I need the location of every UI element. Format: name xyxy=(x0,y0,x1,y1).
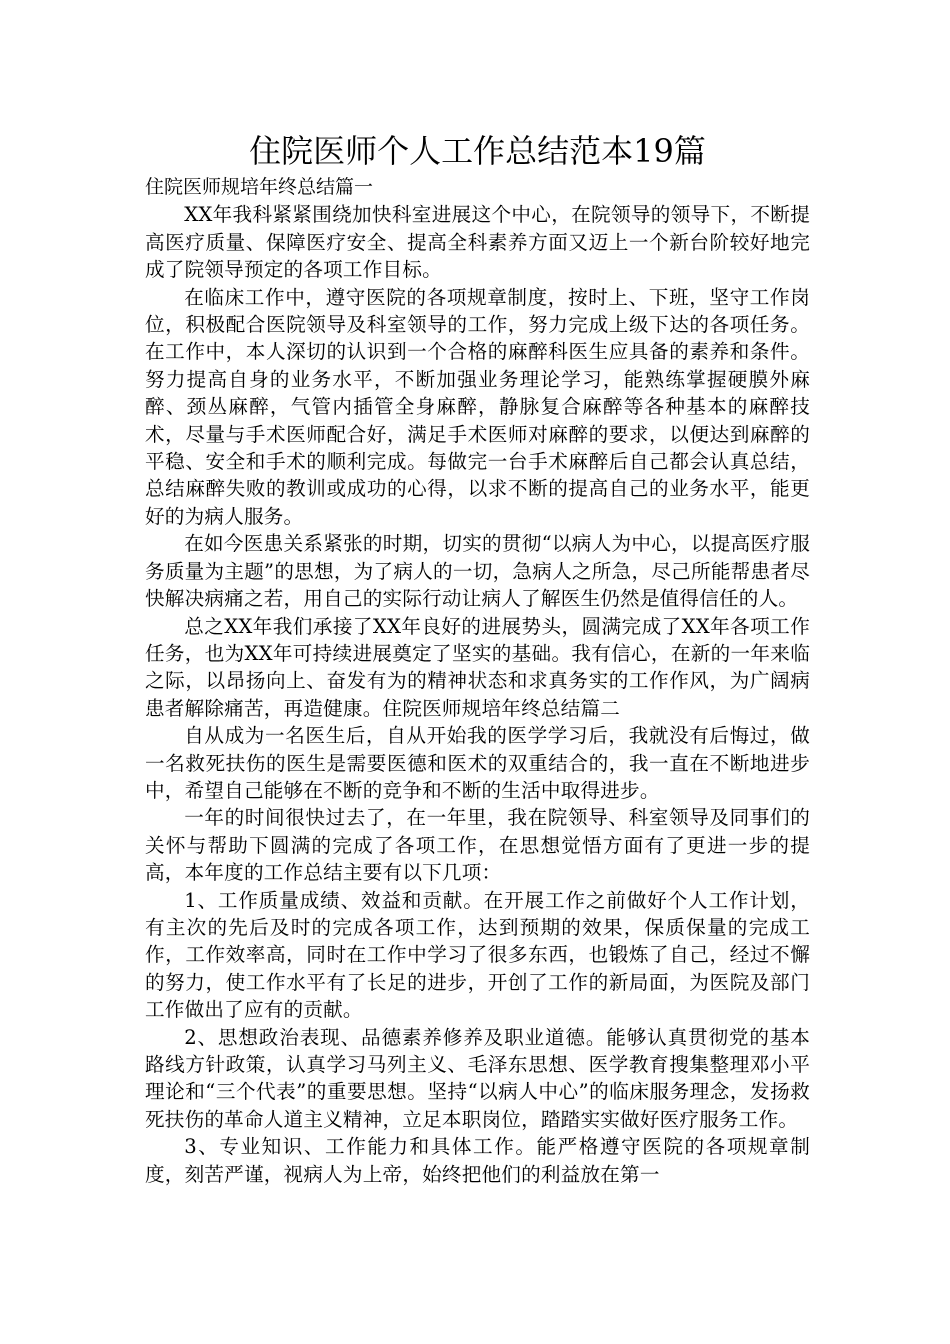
paragraph-3: 在如今医患关系紧张的时期，切实的贯彻“以病人为中心，以提高医疗服务质量为主题”的思想，为了病人的一切，急病人之所急，尽己所能帮患者尽快解决病痛之若，用自己的实际行动让病人了解医生仍然是值得信任的人。 xyxy=(145,532,810,611)
paragraph-2: 在临床工作中，遵守医院的各项规章制度，按时上、下班，坚守工作岗位，积极配合医院领导及科室领导的工作，努力完成上级下达的各项任务。在工作中，本人深切的认识到一个合格的麻醉科医生应具备的素养和条件。努力提高自身的业务水平，不断加强业务理论学习，能熟练掌握硬膜外麻醉、颈丛麻醉，气管内插管全身麻醉，静脉复合麻醉等各种基本的麻醉技术，尽量与手术医师配合好，满足手术医师对麻醉的要求，以便达到麻醉的平稳、安全和手术的顺利完成。每做完一台手术麻醉后自己都会认真总结，总结麻醉失败的教训或成功的心得，以求不断的提高自己的业务水平，能更好的为病人服务。 xyxy=(145,285,810,528)
document-body xyxy=(145,128,810,1188)
paragraph-9: 3、专业知识、工作能力和具体工作。能严格遵守医院的各项规章制度，刻苦严谨，视病人为上帝，始终把他们的利益放在第一 xyxy=(145,1135,810,1186)
section-heading-1: 住院医师规培年终总结篇一 xyxy=(145,176,374,198)
paragraph-6: 一年的时间很快过去了，在一年里，我在院领导、科室领导及同事们的关怀与帮助下圆满的完成了各项工作，在思想觉悟方面有了更进一步的提高，本年度的工作总结主要有以下几项： xyxy=(145,806,810,885)
document-title: 住院医师个人工作总结范本19篇 xyxy=(249,132,706,170)
paragraph-7: 1、工作质量成绩、效益和贡献。在开展工作之前做好个人工作计划，有主次的先后及时的完成各项工作，达到预期的效果，保质保量的完成工作，工作效率高，同时在工作中学习了很多东西，也锻炼了自己，经过不懈的努力，使工作水平有了长足的进步，开创了工作的新局面，为医院及部门工作做出了应有的贡献。 xyxy=(145,888,810,1022)
paragraph-4: 总之XX年我们承接了XX年良好的进展势头，圆满完成了XX年各项工作任务，也为XX年可持续进展奠定了坚实的基础。我有信心，在新的一年来临之际，以昂扬向上、奋发有为的精神状态和求真务实的工作作风，为广阔病患者解除痛苦，再造健康。住院医师规培年终总结篇二 xyxy=(145,614,810,720)
paragraph-8: 2、思想政治表现、品德素养修养及职业道德。能够认真贯彻党的基本路线方针政策，认真学习马列主义、毛泽东思想、医学教育搜集整理邓小平理论和“三个代表”的重要思想。坚持“以病人中心”的临床服务理念，发扬救死扶伤的革命人道主义精神，立足本职岗位，踏踏实实做好医疗服务工作。 xyxy=(145,1025,810,1131)
paragraph-5: 自从成为一名医生后，自从开始我的医学学习后，我就没有后悔过，做一名救死扶伤的医生是需要医德和医术的双重结合的，我一直在不断地进步中，希望自己能够在不断的竞争和不断的生活中取得进步。 xyxy=(145,724,810,802)
paragraph-1: XX年我科紧紧围绕加快科室进展这个中心，在院领导的领导下，不断提高医疗质量、保障医疗安全、提高全科素养方面又迈上一个新台阶较好地完成了院领导预定的各项工作目标。 xyxy=(145,203,810,282)
